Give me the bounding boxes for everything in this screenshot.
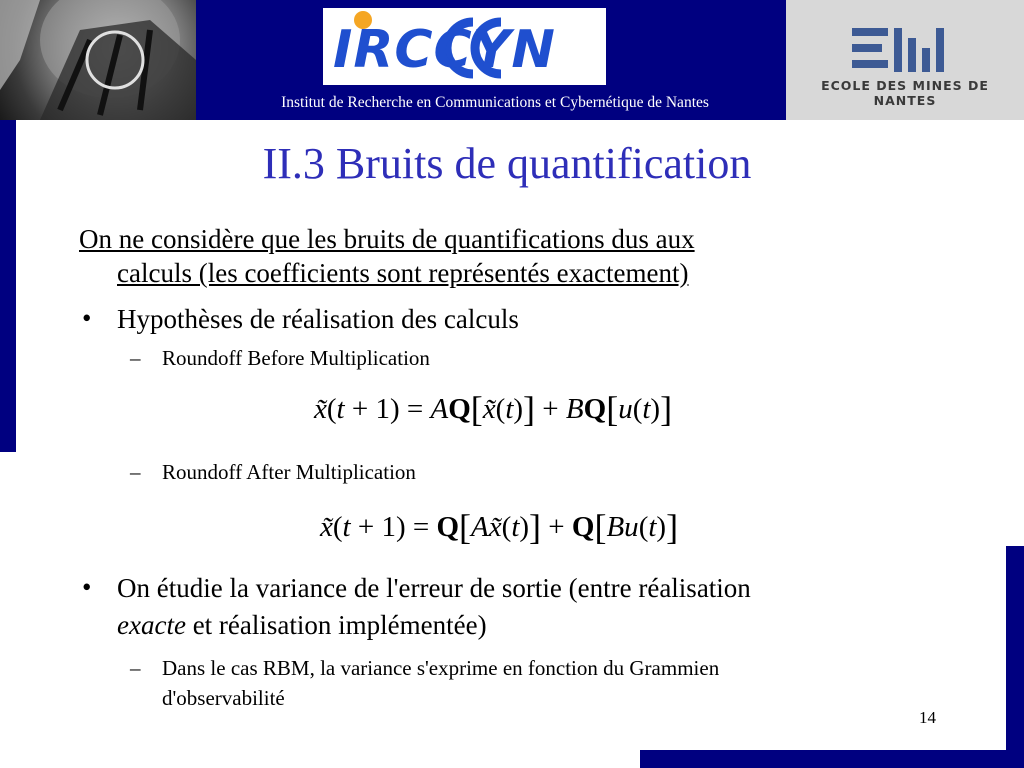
ircyn-logo-text: IRCCYN xyxy=(333,20,556,80)
ircyn-logo xyxy=(323,8,606,85)
header-photo xyxy=(0,0,196,120)
emn-logo-text: ECOLE DES MINES DE NANTES xyxy=(821,78,989,108)
sub-roundoff-after: Roundoff After Multiplication xyxy=(162,460,416,484)
dash-marker: – xyxy=(130,656,141,680)
dash-marker: – xyxy=(130,460,141,484)
exacte-italic: exacte xyxy=(117,610,186,640)
bullet-hypotheses: Hypothèses de réalisation des calculs xyxy=(117,304,519,334)
bullet-variance-rest: et réalisation implémentée) xyxy=(185,610,487,640)
page-number: 14 xyxy=(919,708,936,727)
bullet-variance-line-1: On étudie la variance de l'erreur de sortie (entre réalisation xyxy=(117,573,751,603)
sub-rbm-line-2: d'observabilité xyxy=(162,686,285,710)
institute-name: Institut de Recherche en Communications et Cybernétique de Nantes xyxy=(281,94,709,111)
bullet-marker: • xyxy=(82,303,92,333)
intro-line-2: calculs (les coefficients sont représentés exactement) xyxy=(117,258,689,288)
equation-ram: x̃(t + 1) = Q[Ax̃(t)] + Q[Bu(t)] xyxy=(320,507,679,547)
bullet-variance-line-2 xyxy=(117,608,487,642)
sub-roundoff-before: Roundoff Before Multiplication xyxy=(162,346,430,370)
bottom-accent-bar xyxy=(640,750,1024,768)
bullet-marker: • xyxy=(82,572,92,602)
sub-rbm-line-1: Dans le cas RBM, la variance s'exprime en fonction du Grammien xyxy=(162,656,720,680)
dash-marker: – xyxy=(130,346,141,370)
emn-logo xyxy=(786,0,1024,120)
right-accent-bar xyxy=(1006,546,1024,768)
slide-title: II.3 Bruits de quantification xyxy=(262,139,752,188)
equation-rbm: x̃(t + 1) = AQ[x̃(t)] + BQ[u(t)] xyxy=(314,389,673,429)
intro-line-1: On ne considère que les bruits de quantifications dus aux xyxy=(79,224,695,254)
